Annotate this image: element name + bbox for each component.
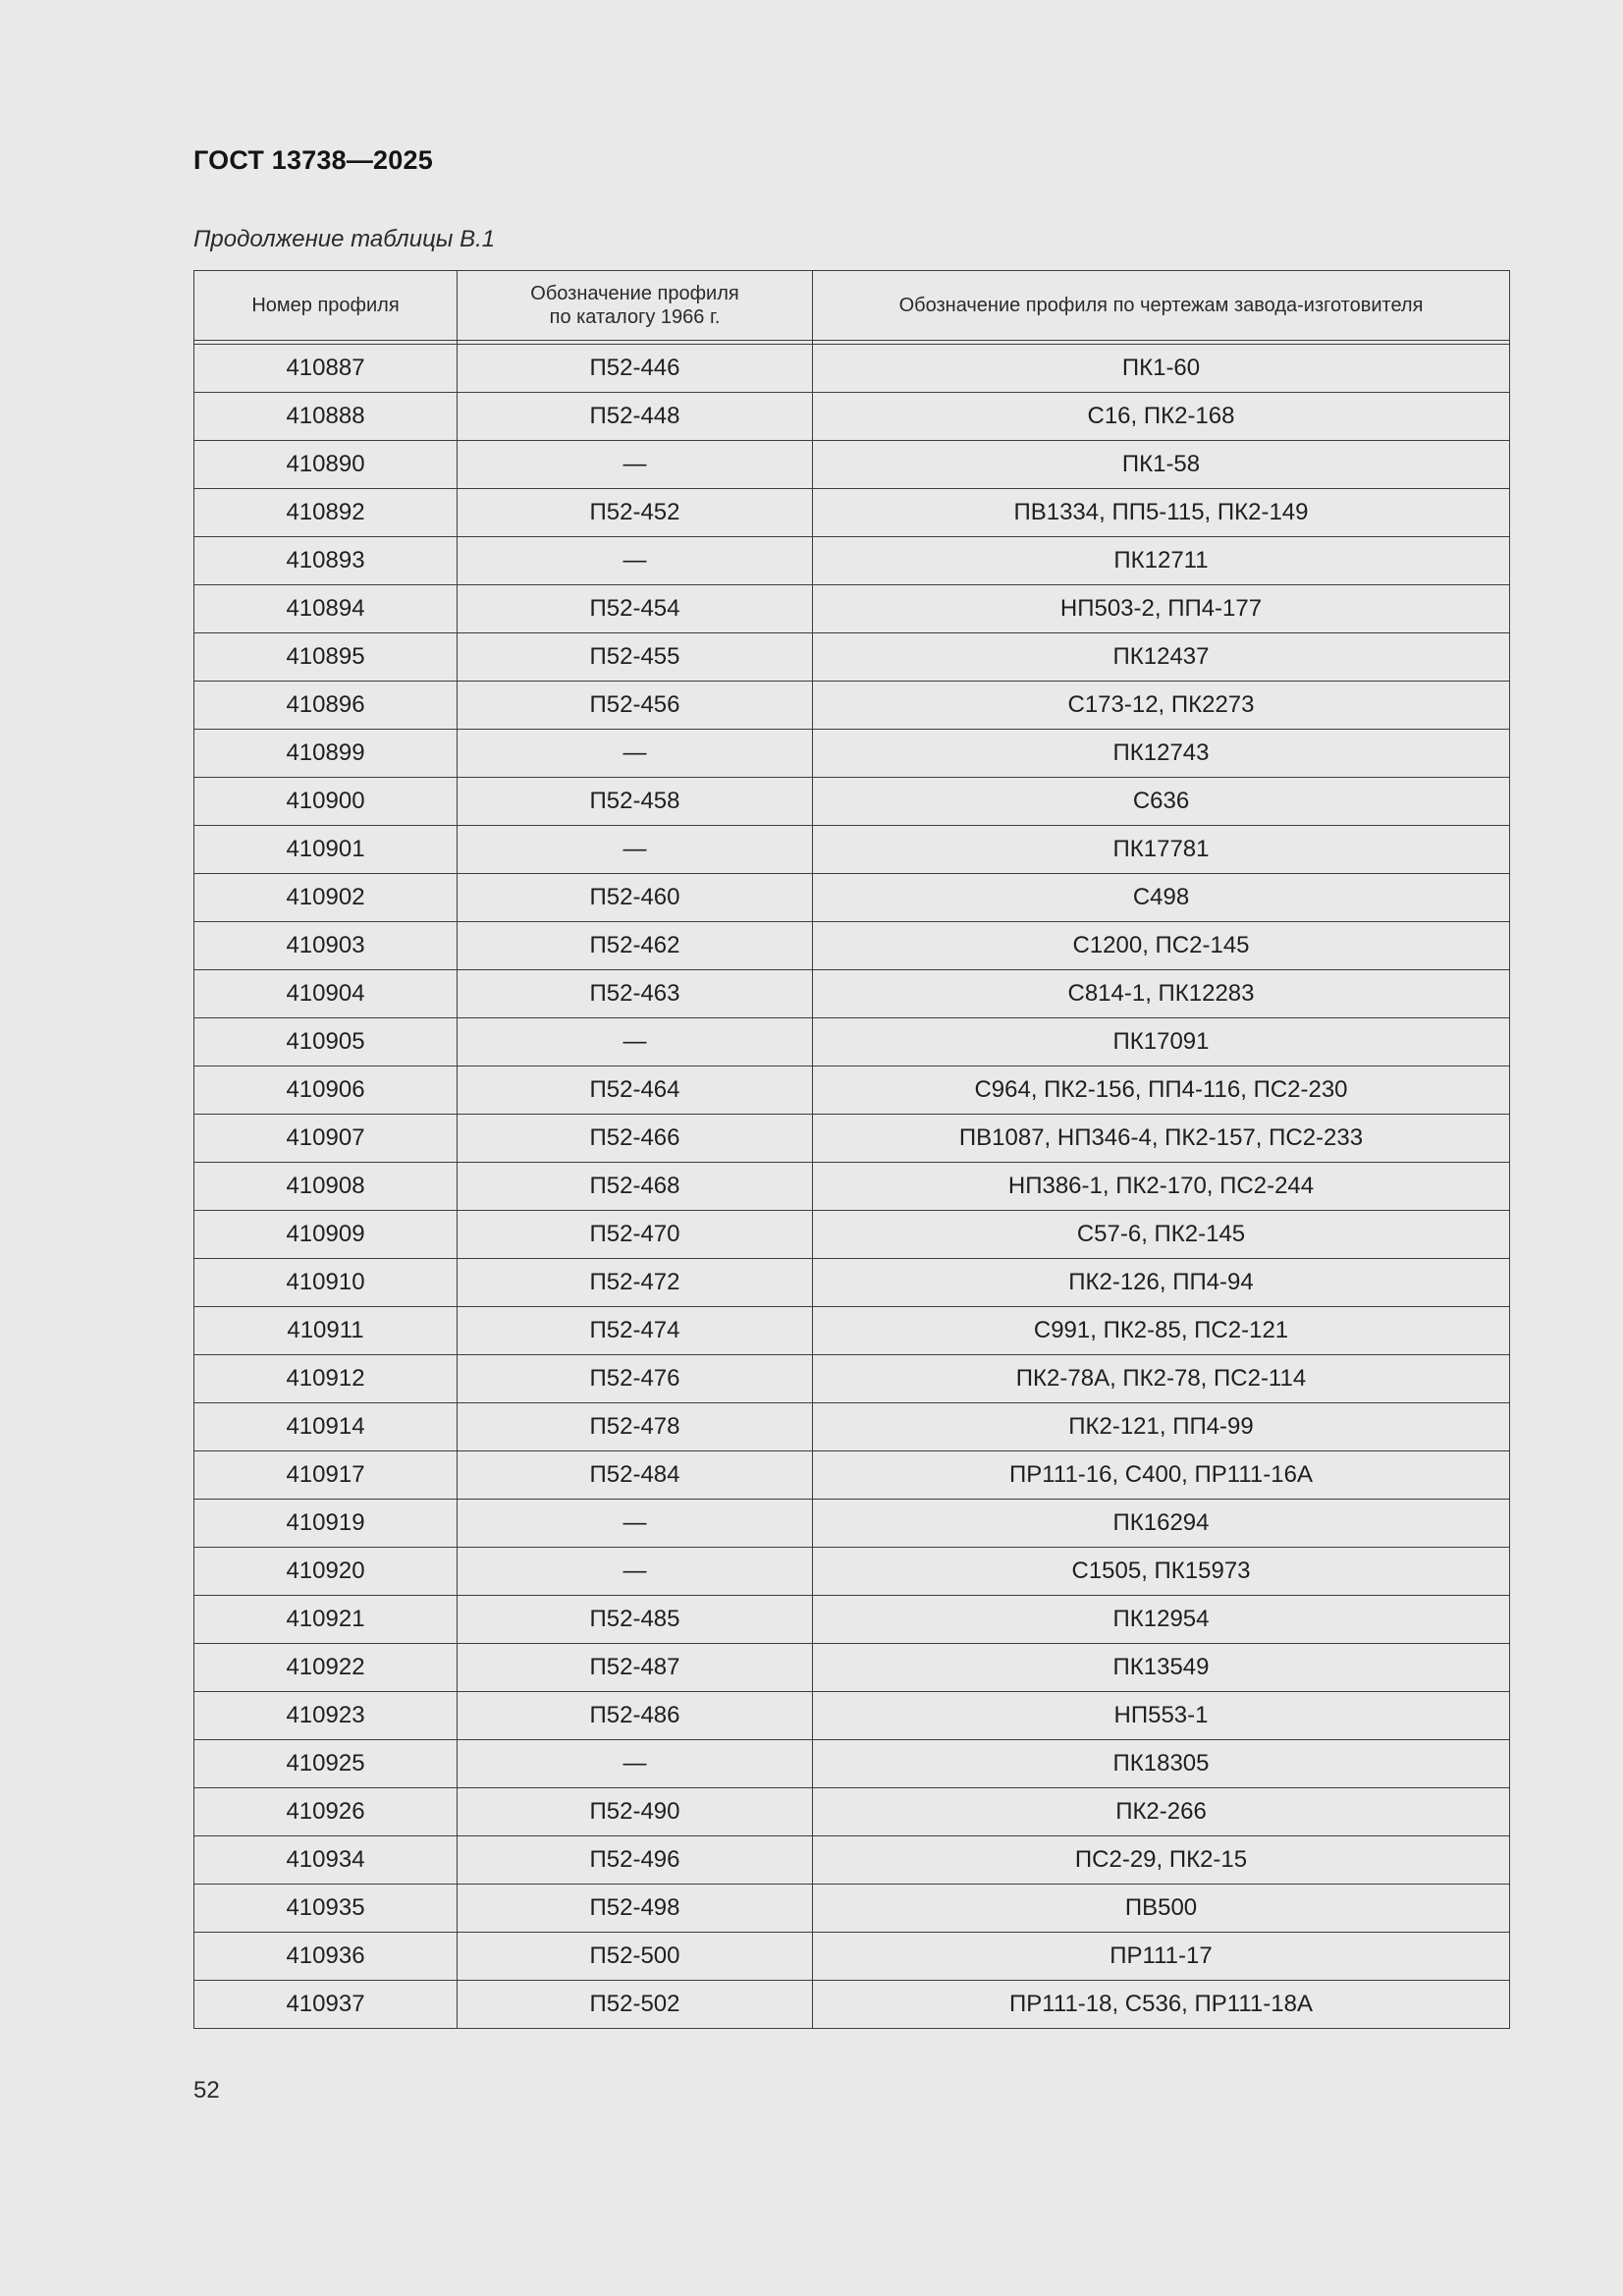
cell-manufacturer-designation: НП503-2, ПП4-177: [813, 585, 1510, 633]
table-row: [194, 441, 1510, 489]
cell-profile-number: 410903: [194, 922, 458, 970]
cell-manufacturer-designation: ПК16294: [813, 1500, 1510, 1548]
cell-manufacturer-designation: С636: [813, 778, 1510, 826]
cell-manufacturer-designation: ПС2-29, ПК2-15: [813, 1836, 1510, 1885]
cell-manufacturer-designation: ПК17091: [813, 1018, 1510, 1066]
cell-profile-number: 410919: [194, 1500, 458, 1548]
cell-catalog-1966: П52-486: [458, 1692, 813, 1740]
cell-catalog-1966: П52-456: [458, 682, 813, 730]
cell-catalog-1966: П52-462: [458, 922, 813, 970]
column-header-profile-number: Номер профиля: [194, 271, 458, 341]
cell-catalog-1966: П52-490: [458, 1788, 813, 1836]
cell-manufacturer-designation: ПР111-16, С400, ПР111-16А: [813, 1451, 1510, 1500]
cell-profile-number: 410908: [194, 1163, 458, 1211]
table-row: [194, 585, 1510, 633]
table-row: [194, 778, 1510, 826]
table-row: [194, 970, 1510, 1018]
page-number: 52: [193, 2077, 220, 2104]
cell-catalog-1966: П52-454: [458, 585, 813, 633]
cell-catalog-1966: П52-496: [458, 1836, 813, 1885]
cell-catalog-1966: П52-484: [458, 1451, 813, 1500]
table-row: [194, 1596, 1510, 1644]
table-row: [194, 393, 1510, 441]
cell-profile-number: 410926: [194, 1788, 458, 1836]
cell-catalog-1966: П52-485: [458, 1596, 813, 1644]
cell-profile-number: 410896: [194, 682, 458, 730]
cell-manufacturer-designation: ПК2-266: [813, 1788, 1510, 1836]
cell-manufacturer-designation: С964, ПК2-156, ПП4-116, ПС2-230: [813, 1066, 1510, 1115]
table-row: [194, 874, 1510, 922]
table-row: [194, 489, 1510, 537]
table-row: [194, 730, 1510, 778]
column-header-catalog-1966-line1: Обозначение профиля: [530, 283, 739, 304]
cell-profile-number: 410892: [194, 489, 458, 537]
cell-catalog-1966: —: [458, 826, 813, 874]
cell-manufacturer-designation: ПК1-58: [813, 441, 1510, 489]
cell-manufacturer-designation: ПК12743: [813, 730, 1510, 778]
cell-catalog-1966: П52-472: [458, 1259, 813, 1307]
table-row: [194, 1018, 1510, 1066]
cell-catalog-1966: —: [458, 1500, 813, 1548]
cell-profile-number: 410909: [194, 1211, 458, 1259]
cell-profile-number: 410905: [194, 1018, 458, 1066]
cell-profile-number: 410920: [194, 1548, 458, 1596]
cell-profile-number: 410887: [194, 345, 458, 393]
document-header: ГОСТ 13738—2025: [193, 145, 433, 175]
cell-manufacturer-designation: С57-6, ПК2-145: [813, 1211, 1510, 1259]
cell-profile-number: 410900: [194, 778, 458, 826]
table-row: [194, 1066, 1510, 1115]
cell-catalog-1966: П52-468: [458, 1163, 813, 1211]
table-row: [194, 1644, 1510, 1692]
cell-profile-number: 410914: [194, 1403, 458, 1451]
cell-profile-number: 410907: [194, 1115, 458, 1163]
cell-catalog-1966: П52-464: [458, 1066, 813, 1115]
table-row: [194, 1885, 1510, 1933]
cell-profile-number: 410901: [194, 826, 458, 874]
cell-catalog-1966: П52-458: [458, 778, 813, 826]
cell-profile-number: 410893: [194, 537, 458, 585]
cell-catalog-1966: —: [458, 1740, 813, 1788]
cell-profile-number: 410894: [194, 585, 458, 633]
cell-profile-number: 410917: [194, 1451, 458, 1500]
table-row: [194, 682, 1510, 730]
table-row: [194, 1307, 1510, 1355]
cell-catalog-1966: П52-500: [458, 1933, 813, 1981]
cell-catalog-1966: П52-455: [458, 633, 813, 682]
cell-manufacturer-designation: С16, ПК2-168: [813, 393, 1510, 441]
cell-manufacturer-designation: ПР111-17: [813, 1933, 1510, 1981]
cell-profile-number: 410934: [194, 1836, 458, 1885]
cell-manufacturer-designation: ПК12711: [813, 537, 1510, 585]
table-row: [194, 826, 1510, 874]
cell-profile-number: 410890: [194, 441, 458, 489]
cell-manufacturer-designation: С1505, ПК15973: [813, 1548, 1510, 1596]
cell-profile-number: 410895: [194, 633, 458, 682]
cell-catalog-1966: —: [458, 537, 813, 585]
table-row: [194, 1500, 1510, 1548]
cell-profile-number: 410910: [194, 1259, 458, 1307]
table-row: [194, 922, 1510, 970]
cell-catalog-1966: П52-466: [458, 1115, 813, 1163]
cell-catalog-1966: —: [458, 441, 813, 489]
column-header-manufacturer-designation: Обозначение профиля по чертежам завода-изготовителя: [813, 271, 1510, 341]
table-row: [194, 1740, 1510, 1788]
cell-manufacturer-designation: С173-12, ПК2273: [813, 682, 1510, 730]
table-row: [194, 1355, 1510, 1403]
table-row: [194, 1259, 1510, 1307]
cell-catalog-1966: П52-470: [458, 1211, 813, 1259]
table-row: [194, 1211, 1510, 1259]
profiles-table: [193, 270, 1510, 2029]
cell-manufacturer-designation: ПР111-18, С536, ПР111-18А: [813, 1981, 1510, 2029]
cell-manufacturer-designation: ПК12437: [813, 633, 1510, 682]
table-row: [194, 1836, 1510, 1885]
table-row: [194, 1403, 1510, 1451]
cell-manufacturer-designation: ПК17781: [813, 826, 1510, 874]
table-body: [194, 341, 1510, 2029]
cell-manufacturer-designation: ПВ1087, НП346-4, ПК2-157, ПС2-233: [813, 1115, 1510, 1163]
table-row: [194, 1981, 1510, 2029]
table-row: [194, 1788, 1510, 1836]
cell-catalog-1966: —: [458, 730, 813, 778]
cell-profile-number: 410899: [194, 730, 458, 778]
cell-catalog-1966: П52-498: [458, 1885, 813, 1933]
cell-manufacturer-designation: С1200, ПС2-145: [813, 922, 1510, 970]
column-header-catalog-1966: [458, 271, 813, 341]
table-row: [194, 1933, 1510, 1981]
cell-profile-number: 410906: [194, 1066, 458, 1115]
cell-catalog-1966: П52-452: [458, 489, 813, 537]
cell-catalog-1966: П52-478: [458, 1403, 813, 1451]
cell-profile-number: 410935: [194, 1885, 458, 1933]
cell-manufacturer-designation: ПВ500: [813, 1885, 1510, 1933]
cell-manufacturer-designation: ПК1-60: [813, 345, 1510, 393]
table-row: [194, 1548, 1510, 1596]
cell-catalog-1966: П52-460: [458, 874, 813, 922]
cell-manufacturer-designation: ПК13549: [813, 1644, 1510, 1692]
cell-catalog-1966: —: [458, 1018, 813, 1066]
cell-profile-number: 410922: [194, 1644, 458, 1692]
cell-profile-number: 410911: [194, 1307, 458, 1355]
cell-catalog-1966: П52-474: [458, 1307, 813, 1355]
cell-manufacturer-designation: ПК2-78А, ПК2-78, ПС2-114: [813, 1355, 1510, 1403]
header-row: [194, 271, 1510, 341]
table-header: [194, 271, 1510, 341]
cell-manufacturer-designation: НП553-1: [813, 1692, 1510, 1740]
cell-profile-number: 410937: [194, 1981, 458, 2029]
cell-manufacturer-designation: С498: [813, 874, 1510, 922]
cell-manufacturer-designation: ПВ1334, ПП5-115, ПК2-149: [813, 489, 1510, 537]
table-caption: Продолжение таблицы В.1: [193, 226, 496, 252]
cell-profile-number: 410904: [194, 970, 458, 1018]
cell-catalog-1966: П52-463: [458, 970, 813, 1018]
cell-catalog-1966: П52-446: [458, 345, 813, 393]
table-row: [194, 1692, 1510, 1740]
column-header-catalog-1966-line2: по каталогу 1966 г.: [549, 306, 721, 328]
table-row: [194, 537, 1510, 585]
cell-profile-number: 410921: [194, 1596, 458, 1644]
table-row: [194, 633, 1510, 682]
cell-manufacturer-designation: ПК12954: [813, 1596, 1510, 1644]
cell-catalog-1966: П52-448: [458, 393, 813, 441]
cell-manufacturer-designation: ПК2-121, ПП4-99: [813, 1403, 1510, 1451]
cell-profile-number: 410936: [194, 1933, 458, 1981]
cell-profile-number: 410925: [194, 1740, 458, 1788]
cell-profile-number: 410912: [194, 1355, 458, 1403]
cell-catalog-1966: П52-502: [458, 1981, 813, 2029]
cell-manufacturer-designation: НП386-1, ПК2-170, ПС2-244: [813, 1163, 1510, 1211]
cell-catalog-1966: П52-487: [458, 1644, 813, 1692]
table-row: [194, 1115, 1510, 1163]
cell-manufacturer-designation: С991, ПК2-85, ПС2-121: [813, 1307, 1510, 1355]
cell-profile-number: 410902: [194, 874, 458, 922]
cell-manufacturer-designation: С814-1, ПК12283: [813, 970, 1510, 1018]
cell-profile-number: 410888: [194, 393, 458, 441]
cell-catalog-1966: П52-476: [458, 1355, 813, 1403]
table-row: [194, 1451, 1510, 1500]
table-row: [194, 345, 1510, 393]
cell-manufacturer-designation: ПК2-126, ПП4-94: [813, 1259, 1510, 1307]
cell-manufacturer-designation: ПК18305: [813, 1740, 1510, 1788]
cell-profile-number: 410923: [194, 1692, 458, 1740]
table-row: [194, 1163, 1510, 1211]
cell-catalog-1966: —: [458, 1548, 813, 1596]
